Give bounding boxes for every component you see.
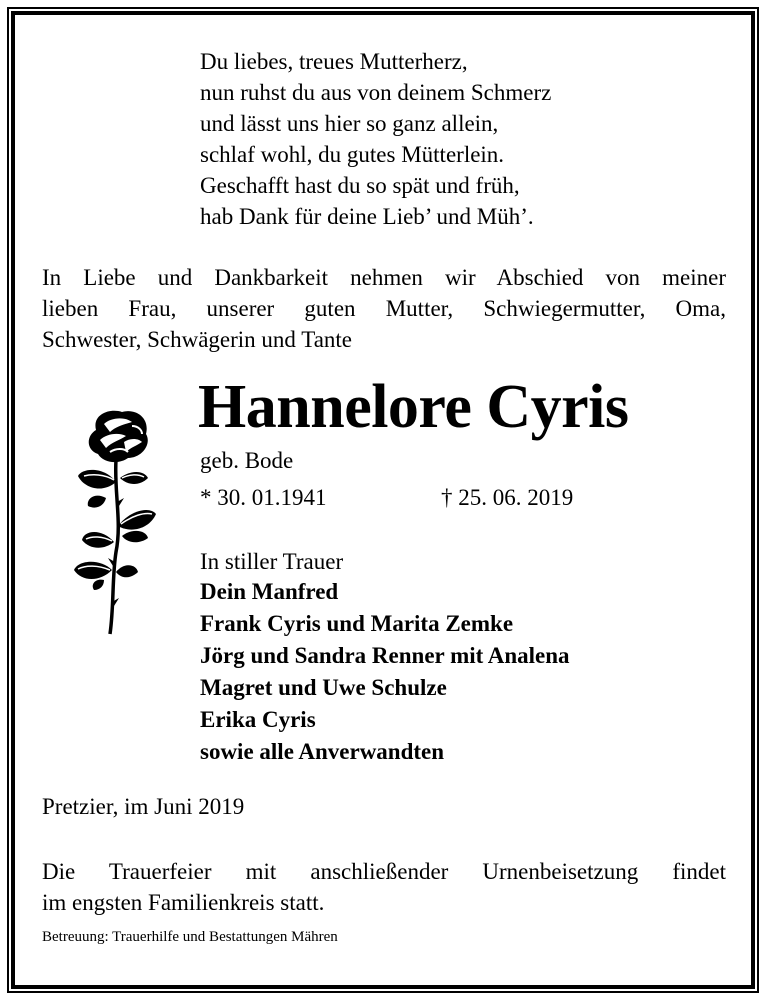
funeral-home-credit: Betreuung: Trauerhilfe und Bestattungen Mähren: [42, 929, 338, 945]
mourning-label: In stiller Trauer: [200, 549, 344, 574]
birth-name: geb. Bode: [200, 448, 294, 473]
rose-icon: [66, 402, 162, 642]
mourner-name: sowie alle Anverwandten: [200, 739, 445, 764]
poem-line: hab Dank für deine Lieb’ und Müh’.: [200, 204, 534, 229]
funeral-line: Die Trauerfeier mit anschließender Urnenbeisetzung findet: [42, 859, 726, 884]
birth-date: * 30. 01.1941: [200, 485, 327, 510]
poem-line: Du liebes, treues Mutterherz,: [200, 49, 468, 74]
farewell-line: lieben Frau, unserer guten Mutter, Schwiegermutter, Oma,: [42, 296, 726, 321]
poem-line: Geschafft hast du so spät und früh,: [200, 173, 520, 198]
farewell-line: Schwester, Schwägerin und Tante: [42, 327, 353, 352]
poem-line: schlaf wohl, du gutes Mütterlein.: [200, 142, 505, 167]
farewell-line: In Liebe und Dankbarkeit nehmen wir Abschied von meiner: [42, 265, 726, 290]
funeral-line: im engsten Familienkreis statt.: [42, 890, 325, 915]
death-date: † 25. 06. 2019: [441, 485, 574, 510]
poem-line: nun ruhst du aus von deinem Schmerz: [200, 80, 552, 105]
funeral-notice: [42, 856, 726, 918]
mourners-list: [200, 576, 570, 768]
poem-line: und lässt uns hier so ganz allein,: [200, 111, 499, 136]
poem: [200, 46, 551, 232]
place-date: Pretzier, im Juni 2019: [42, 794, 245, 819]
farewell-text: [42, 262, 726, 355]
mourner-name: Jörg und Sandra Renner mit Analena: [200, 643, 570, 668]
deceased-name: Hannelore Cyris: [198, 373, 629, 441]
mourner-name: Erika Cyris: [200, 707, 316, 732]
mourner-name: Frank Cyris und Marita Zemke: [200, 611, 514, 636]
mourner-name: Magret und Uwe Schulze: [200, 675, 447, 700]
mourner-name: Dein Manfred: [200, 579, 339, 604]
